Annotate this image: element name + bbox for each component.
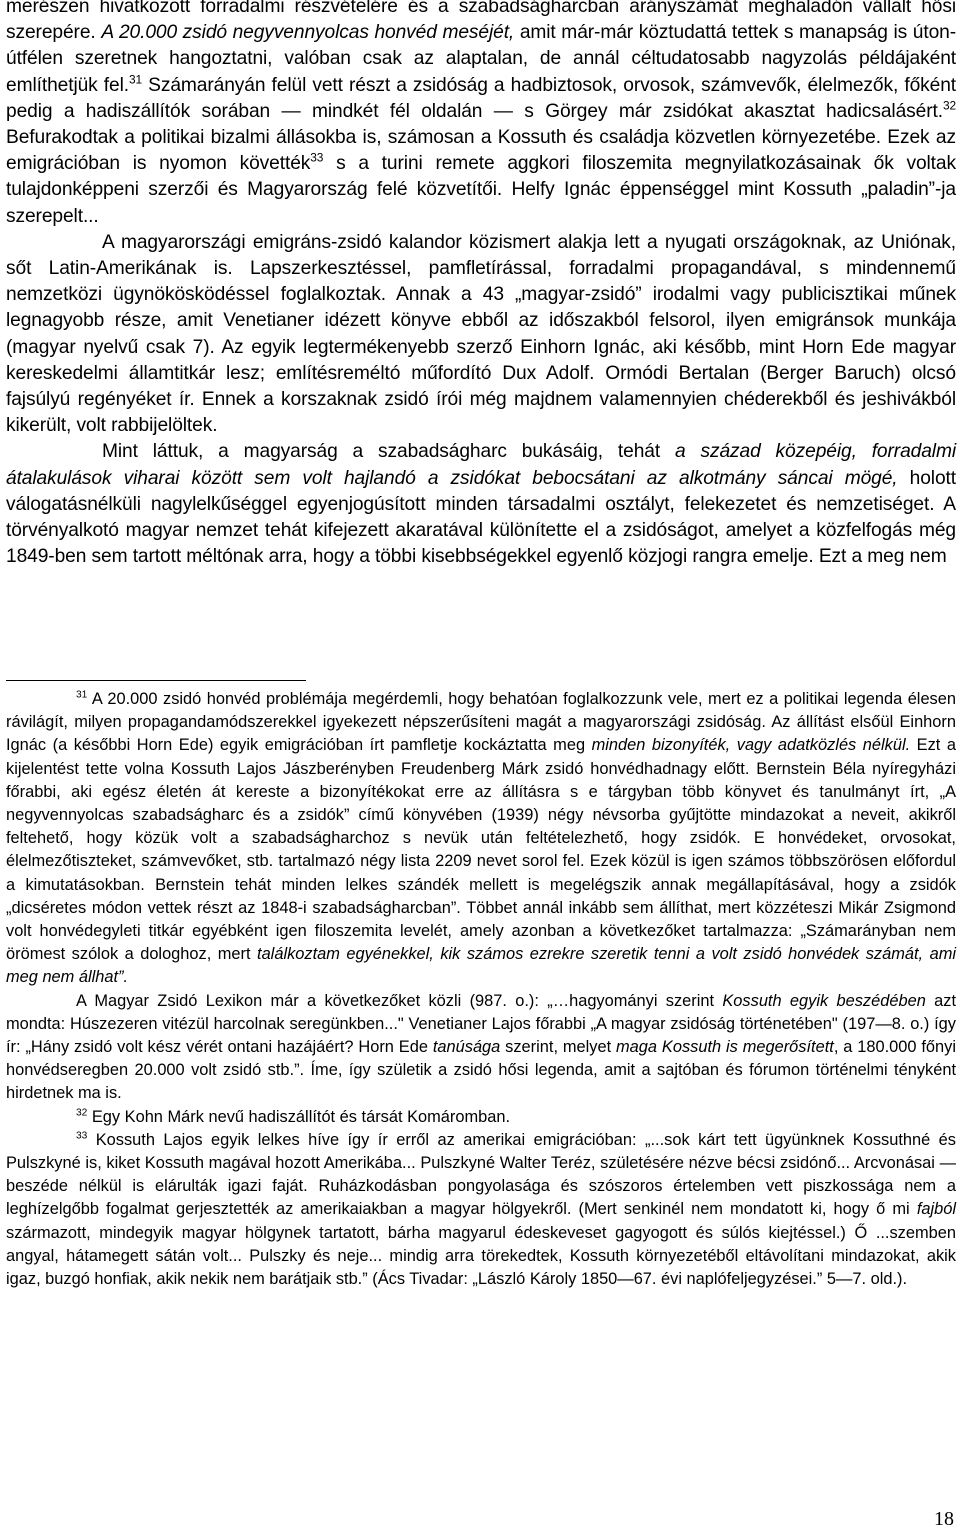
footnote-separator [6, 680, 306, 681]
italic-run: Kossuth egyik beszédében [722, 991, 926, 1010]
italic-run: tanúsága [432, 1038, 501, 1057]
text-run: , a 180.000 főnyi honvédseregben 20.000 volt zsidó stb.”. Íme, így születik a zsidó hősi legenda, amit a sajtóban és fórumon történelmi tényként hirdetnek ma is. [6, 1038, 956, 1103]
paragraph-3 [6, 439, 956, 570]
text-run: Egy Kohn Márk nevű hadiszállítót és társát Komáromban. [87, 1107, 511, 1126]
main-text [6, 0, 956, 570]
page-number: 18 [934, 1508, 954, 1530]
text-run: Kossuth Lajos egyik lelkes híve így ír erről az amerikai emigrációban: „...sok kárt tett ügyünknek Kossuthné és Pulszkyné is, kiket Kossuth magával hozott Amerikába... Pulszkyné Walter Teréz, születésére nézve bécsi zsidónő... Arcvonásai — beszéde nélkül is elárulták igazi faját. Ruházkodásban pongyolasága és szószoros értelemben vett piszkossága nem a leghízelgőbb fogalmat gerjesztették az amerikaiakban a magyar hölgyekről. (Mert senkinél nem mondatott ki, hogy ő mi [6, 1130, 956, 1219]
text-run: A 20.000 zsidó honvéd problémája megérdemli, hogy behatóan foglalkozzunk vele, mert ez a politikai legenda élesen rávilágít, milyen propagandamódszerekkel igyekezett népszerűsíteni magát a magyarországi zsidóság. Az állítást elsőül Einhorn Ignác (a későbbi Horn Ede) egyik emigrációban írt pamfletje kockáztatta meg [6, 690, 956, 755]
text-run: s a turini remete aggkori filoszemita megnyilatkozásainak ők voltak tulajdonképpeni szerzői és Magyarország felé közvetítői. Helfy Ignác éppenséggel mint Kossuth „paladin”-ja szerepelt... [6, 153, 956, 227]
text-run: Mint láttuk, a magyarság a szabadságharc bukásáig, tehát [102, 441, 675, 463]
text-run: merészen hivatkozott forradalmi részvételére és a szabadságharcban arányszámát meghaladón vállalt hősi szerepére. [6, 0, 956, 44]
text-run: A Magyar Zsidó Lexikon már a következőket közli (987. o.): „…hagyományi szerint [76, 991, 723, 1010]
italic-run: maga Kossuth is megerősített [616, 1038, 834, 1057]
text-run: azt mondta: Húszezeren vitézül harcolnak seregünkben..." Venetianer Lajos főrabbi „A magyar zsidóság történetében" (197—8. o.) így ír: „Hány zsidó volt kész vérét ontani hazájáért? Horn Ede [6, 991, 956, 1057]
text-run: amit már-már köztudattá tettek s manapság is úton-útfélen szeretnek hangoztatni, valóban csak az alaptalan, de annál céltudatosabb nagyzolás példájaként említhetjük fel. [6, 22, 957, 96]
footnote-31 [6, 688, 956, 990]
text-run: szerint, melyet [500, 1038, 617, 1057]
paragraph-2: A magyarországi emigráns-zsidó kalandor közismert alakja lett a nyugati országoknak, az Uniónak, sőt Latin-Amerikának is. Lapszerkesztéssel, pamfletírással, forradalmi propagandával, s mindennemű nemzetközi ügynökösködéssel foglalkoztak. Annak a 43 „magyar-zsidó” irodalmi vagy publicisztikai műnek legnagyobb része, amit Venetianer idézett könyve ebből az időszakból felsorol, ilyen emigránsok munkája (magyar nyelvű csak 7). Az egyik legtermékenyebb szerző Einhorn Ignác, aki később, mint Horn Ede magyar kereskedelmi államtitkár lesz; említésreméltó műfordító Dux Adolf. Ormódi Bertalan (Berger Baruch) olcsó fajsúlyú regényéket ír. Ennek a korszaknak zsidó írói még majdnem valamennyien chéderekből és jeshivákból kikerült, volt rabbijelöltek. [6, 231, 956, 437]
footnote-number: 31 [76, 689, 88, 701]
footnote-31-continued [6, 990, 956, 1106]
footnote-number: 32 [76, 1107, 88, 1119]
italic-run: a század közepéig, forradalmi átalakulások viharai között sem volt hajlandó a zsidókat bebocsátani az alkotmány sáncai mögé, [6, 441, 957, 489]
italic-run: találkoztam egyénekkel, kik számos ezrekre szeretik tenni a volt zsidó honvédek számát, ami meg nem állhat”. [6, 945, 956, 987]
footnote-ref-31[interactable]: 31 [129, 72, 143, 87]
italic-run: A 20.000 zsidó negyvennyolcas honvéd meséjét, [101, 22, 515, 44]
text-run: Ezt a kijelentést tette volna Kossuth Lajos Jászberényben Freudenberg Márk zsidó honvédhadnagy előtt. Bernstein Béla nyíregyházi főrabbi, aki egész életén át kereste a bizonyítékokat erre az állításra s e tárgyban több könyvet és tanulmányt írt, „A negyvennyolcas szabadságharc és a zsidók” című könyvében (1939) négy névsorba gyűjtötte mindazokat a neveit, akikről feltehető, hogy közük volt a szabadságharchoz s nevük után feltételezhető, hogy zsidók. E honvédeket, orvosokat, élelmezőtiszteket, számvevőket, stb. tartalmazó négy lista 2209 nevet sorol fel. Ezek közül is igen számos többszörösen előfordul a kimutatásokban. Bernstein tehát minden lelkes szándék mellett is megelégszik annak megállapításával, hogy a zsidók „dicséretes módon vettek részt az 1848-i szabadságharcban”. Többet annál inkább sem állíthat, mert közzéteszi Mikár Zsigmond volt honvédegyleti titkár egyébként igen filoszemita levelét, amely azonban a következőket tartalmazza: „Számarányban nem örömest szólok a dologhoz, mert [6, 736, 956, 964]
footnote-number: 33 [76, 1130, 88, 1142]
footnote-33 [6, 1129, 956, 1291]
italic-run: fajból [916, 1200, 956, 1219]
footnote-32 [6, 1106, 956, 1129]
footnote-ref-32[interactable]: 32 [942, 98, 956, 113]
text-run: Számarányán felül vett részt a zsidóság a hadbiztosok, orvosok, számvevők, élelmezők, főként pedig a hadiszállítók sorában — mindkét fél oldalán — s Görgey már zsidókat akasztat hadicsalásért. [6, 74, 957, 122]
paragraph-1 [6, 0, 956, 230]
text-run: származott, mindegyik magyar hölgynek tartatott, bárha magyarul édeskeveset gagyogott és súlós kiejtéssel.) Ő ...szemben angyal, hátamegett sátán volt... Pulszky és neje... mindig arra törekedtek, Kossuth környezetéből eltávolítani mindazokat, akik igaz, buzgó honfiak, akik nekik nem barátjaik stb.” (Ács Tivadar: „László Károly 1850—67. évi naplófeljegyzései.” 5—7. old.). [6, 1223, 956, 1289]
text-run: Befurakodtak a politikai bizalmi állásokba is, számosan a Kossuth és családja közvetlen környezetébe. Ezek az emigrációban is nyomon követték [6, 127, 956, 175]
italic-run: minden bizonyíték, vagy adatközlés nélkül. [591, 736, 911, 755]
footnotes [6, 688, 956, 1291]
footnote-ref-33[interactable]: 33 [310, 150, 324, 165]
text-run: holott válogatásnélküli nagylelkűséggel egyenjogúsított minden társadalmi osztályt, felekezetet és nemzetiséget. A törvényalkotó magyar nemzet tehát kifejezett akaratával különítette el a zsidóságot, amelyet a közfelfogás még 1849-ben sem tartott méltónak arra, hogy a többi kisebbségekkel egyenlő közjogi rangra emelje. Ezt a meg nem [6, 467, 957, 568]
